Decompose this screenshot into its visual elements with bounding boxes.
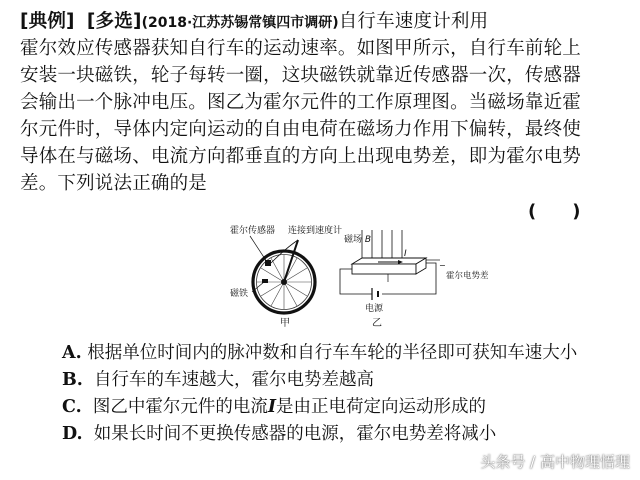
field-label: 磁场 B [344,235,372,245]
option-letter: C. [62,397,82,417]
hall-voltage-label: 霍尔电势差 [446,271,489,281]
stem-line-2: 霍尔效应传感器获知自行车的运动速率。如图甲所示，自行车前轮上 [20,38,582,59]
option-b[interactable] [62,367,577,394]
hall-voltage-minus: − [439,261,446,270]
example-tag: [典例] [20,11,75,32]
multi-choice-tag: [多选] [86,11,142,32]
magnet [262,279,268,283]
power-label: 电源 [365,304,384,314]
option-text: 自行车的车速越大，霍尔电势差越高 [94,370,375,390]
caption-yi: 乙 [372,318,382,329]
hall-element-diagram [340,230,489,329]
current-symbol: I [267,397,277,417]
option-c[interactable] [62,394,577,421]
option-a[interactable] [62,340,577,367]
stem-line-4: 会输出一个脉冲电压。图乙为霍尔元件的工作原理图。当磁场靠近霍 [20,92,582,113]
stem-line-5: 尔元件时，导体内定向运动的自由电荷在磁场力作用下偏转，最终使 [20,119,582,140]
question-figure [222,222,489,340]
question-stem [20,8,622,197]
fork [284,240,298,282]
hall-sensor [265,260,271,266]
current-label: I [404,249,407,259]
hall-sensor-text: 霍尔传感器 [230,226,276,236]
option-letter: A. [62,343,82,363]
option-letter: D. [62,424,83,444]
hall-element-top [352,258,426,264]
option-text-after: 是由正电荷定向运动形成的 [276,397,487,417]
caption-jia: 甲 [280,318,290,329]
stem-text-1: 自行车速度计利用 [338,11,489,32]
stem-line-7: 差。下列说法正确的是 [20,173,208,194]
magnet-label: 磁铁 [230,289,249,299]
watermark: 头条号 / 高中物理悟理 [480,453,630,471]
option-text-before: 图乙中霍尔元件的电流 [92,397,268,417]
stem-line-3: 安装一块磁铁，轮子每转一圈，这块磁铁就靠近传感器一次，传感器 [20,65,582,86]
stem-line-1 [20,8,622,35]
option-text: 如果长时间不更换传感器的电源，霍尔电势差将减小 [93,424,497,444]
question-source: (2018·江苏苏锡常镇四市调研) [141,15,339,31]
option-letter: B. [62,370,83,390]
hall-sensor-label [230,224,275,236]
answer-options [62,340,577,448]
bicycle-wheel-diagram [230,224,342,329]
answer-blank: ( ) [528,201,581,222]
hall-element-front [352,264,416,274]
stem-line-6: 导体在与磁场、电流方向都垂直的方向上出现电势差，即为霍尔电势 [20,146,582,167]
connect-speedometer-label: 连接到速度计 [288,226,343,236]
option-text: 根据单位时间内的脉冲数和自行车车轮的半径即可获知车速大小 [87,343,578,363]
option-d[interactable] [62,421,577,448]
sensor-pointer [250,236,267,262]
